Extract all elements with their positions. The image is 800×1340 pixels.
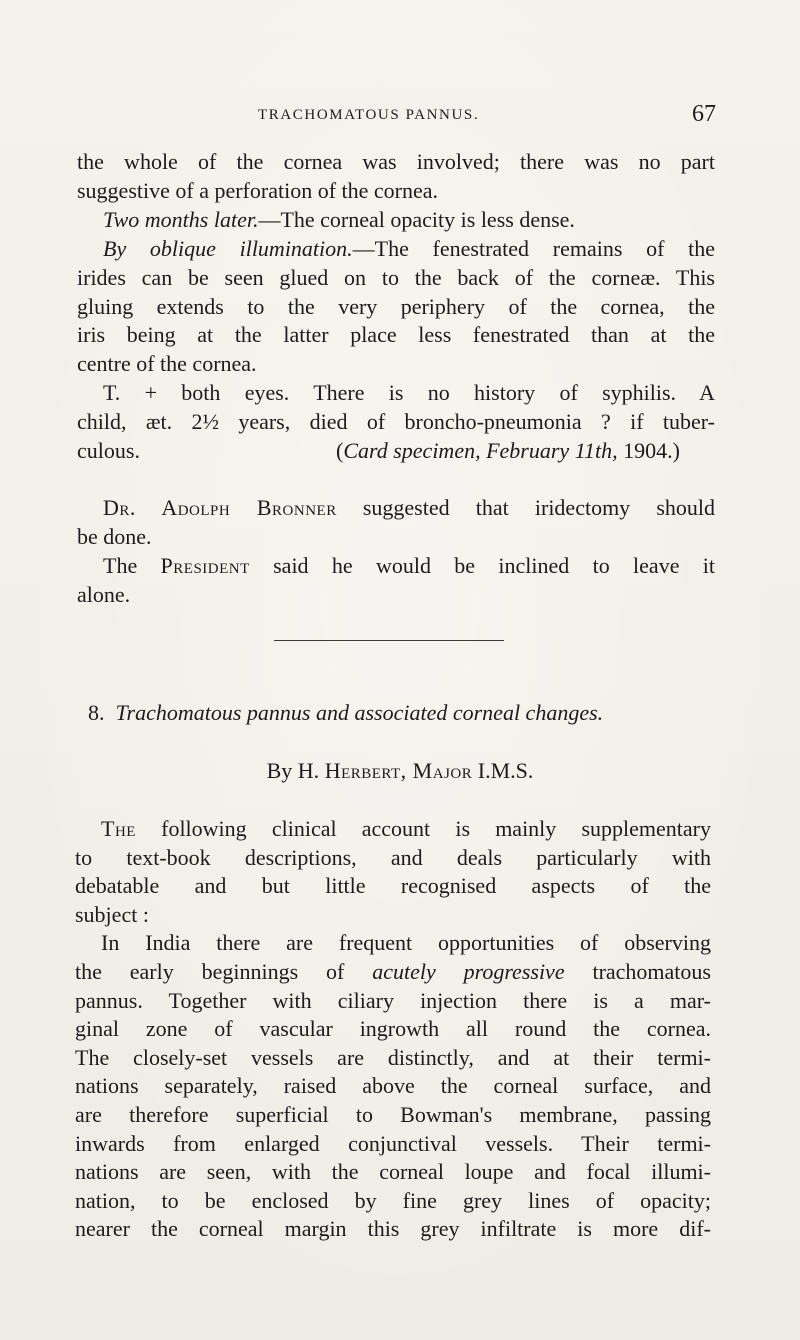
text-line bbox=[77, 235, 715, 264]
paren: ( bbox=[335, 438, 344, 464]
text-line: nations separately, raised above the corneal surface, and bbox=[75, 1073, 711, 1099]
text-line: gluing extends to the very periphery of the cornea, the bbox=[77, 293, 715, 319]
text-line: The closely-set vessels are distinctly, and at their termi- bbox=[75, 1044, 711, 1070]
text-line bbox=[75, 958, 711, 987]
text-line: be done. bbox=[77, 523, 152, 549]
text-line bbox=[75, 815, 711, 844]
text-line: debatable and but little recognised aspects of the bbox=[75, 873, 711, 899]
text-line: ginal zone of vascular ingrowth all round the cornea. bbox=[75, 1016, 711, 1042]
discussion bbox=[77, 494, 715, 610]
italic-phrase: By oblique illumination. bbox=[103, 235, 353, 261]
text-run: suggested that iridectomy should bbox=[336, 495, 715, 520]
text-run: 1904.) bbox=[617, 438, 680, 464]
text-line: In India there are frequent opportunities of observing bbox=[101, 930, 711, 956]
running-title: TRACHOMATOUS PANNUS. bbox=[258, 107, 480, 123]
text-line: nation, to be enclosed by fine grey lines of opacity; bbox=[75, 1187, 711, 1213]
text-run: —The corneal opacity is less dense. bbox=[258, 206, 575, 232]
text-run: trachomatous bbox=[564, 958, 711, 984]
text-line: centre of the cornea. bbox=[77, 351, 257, 377]
byline-prefix: By H. bbox=[266, 758, 320, 783]
italic-phrase: 11th, bbox=[574, 438, 618, 464]
text-run: The bbox=[103, 552, 161, 578]
text-run: following clinical account is mainly supplementary bbox=[135, 816, 711, 841]
text-run: said he would be inclined to leave it bbox=[249, 552, 716, 578]
text-line: irides can be seen glued on to the back of the corneæ. This bbox=[77, 264, 715, 290]
text-line bbox=[77, 552, 715, 581]
text-line: suggestive of a perforation of the cornea. bbox=[77, 177, 439, 203]
author-byline bbox=[0, 758, 800, 784]
text-line: nations are seen, with the corneal loupe and focal illumi- bbox=[75, 1159, 711, 1185]
author-name: Herbert, Major bbox=[324, 758, 473, 783]
section-divider bbox=[274, 640, 504, 641]
card-specimen-note bbox=[336, 437, 715, 466]
text-line: are therefore superficial to Bowman's membrane, passing bbox=[75, 1101, 711, 1127]
italic-phrase: acutely progressive bbox=[372, 958, 565, 984]
italic-phrase: Card specimen, February bbox=[343, 438, 570, 464]
speaker-name: President bbox=[160, 552, 250, 578]
text-line bbox=[77, 206, 715, 235]
text-line bbox=[77, 494, 715, 523]
section-title: Trachomatous pannus and associated corneal changes. bbox=[115, 700, 604, 725]
article-body bbox=[75, 815, 711, 1244]
text-line: the whole of the cornea was involved; there was no part bbox=[77, 149, 715, 174]
text-line: child, æt. 2½ years, died of broncho-pneumonia ? if tuber- bbox=[77, 409, 715, 435]
text-line: T. + both eyes. There is no history of syphilis. A bbox=[103, 380, 715, 406]
text-run: the early beginnings of bbox=[75, 958, 373, 984]
section-number: 8. bbox=[88, 700, 105, 725]
text-run: —The fenestrated remains of the bbox=[352, 235, 715, 261]
case-notes-continued bbox=[77, 148, 715, 466]
text-line: nearer the corneal margin this grey infiltrate is more dif- bbox=[75, 1216, 711, 1242]
text-line: inwards from enlarged conjunctival vessels. Their termi- bbox=[75, 1130, 711, 1156]
page-number: 67 bbox=[692, 101, 716, 127]
text-line bbox=[77, 437, 715, 466]
page-header bbox=[78, 103, 716, 133]
lead-word: The bbox=[101, 816, 136, 841]
text-line: pannus. Together with ciliary injection there is a mar- bbox=[75, 987, 711, 1013]
text-line: subject : bbox=[75, 901, 149, 927]
text-line: to text-book descriptions, and deals particularly with bbox=[75, 844, 711, 870]
speaker-name: Dr. Adolph Bronner bbox=[103, 495, 337, 520]
section-heading bbox=[88, 700, 714, 726]
text-line: iris being at the latter place less fenestrated than at the bbox=[77, 322, 715, 348]
author-rank: I.M.S. bbox=[477, 758, 534, 783]
text-line: alone. bbox=[77, 581, 131, 607]
text-run: culous. bbox=[77, 438, 140, 464]
italic-phrase: Two months later. bbox=[103, 206, 259, 232]
